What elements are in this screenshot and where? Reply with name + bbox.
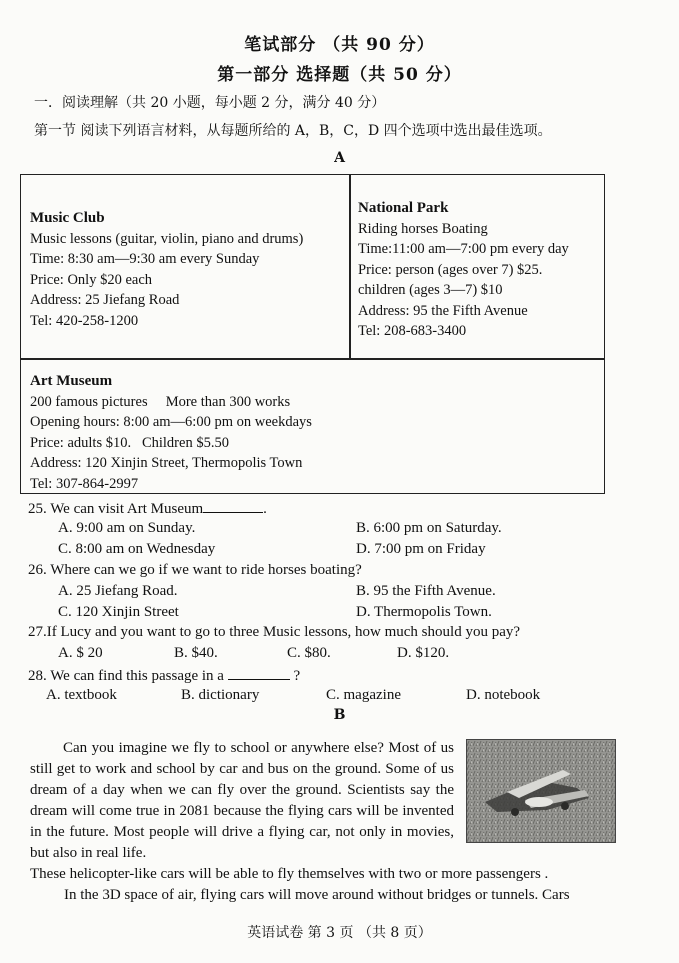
music-club-title: Music Club bbox=[30, 210, 105, 226]
option-a: A. textbook bbox=[46, 687, 117, 703]
art-line: Opening hours: 8:00 am—6:00 pm on weekdays bbox=[30, 414, 312, 430]
option-d: D. Thermopolis Town. bbox=[356, 604, 492, 620]
passage-a-label: A bbox=[334, 150, 345, 166]
music-line: Tel: 420-258-1200 bbox=[30, 312, 139, 329]
option-d: D. $120. bbox=[397, 645, 450, 661]
option-c: C. 8:00 am on Wednesday bbox=[58, 541, 216, 557]
music-line: Time: 8:30 am—9:30 am every Sunday bbox=[30, 251, 260, 267]
park-line: Price: person (ages over 7) $25. bbox=[358, 261, 543, 278]
park-line: Time:11:00 am—7:00 pm every day bbox=[358, 241, 569, 257]
art-line: 200 famous pictures More than 300 works bbox=[30, 393, 291, 410]
music-club-box bbox=[20, 174, 351, 360]
question-27: 27.If Lucy and you want to go to three Music lessons, how much should you pay? bbox=[28, 624, 521, 640]
stem-end: ? bbox=[293, 668, 301, 684]
question-stem: 25. We can visit Art Museum bbox=[28, 501, 204, 517]
stem-end: . bbox=[263, 501, 267, 517]
option-b: B. 95 the Fifth Avenue. bbox=[356, 583, 496, 599]
question-stem: 28. We can find this passage in a bbox=[28, 668, 224, 684]
park-line: Tel: 208-683-3400 bbox=[358, 323, 467, 339]
park-line: Address: 95 the Fifth Avenue bbox=[358, 302, 528, 319]
reading-section-heading: 一．阅读理解（共 20 小题，每小题 2 分，满分 40 分） bbox=[34, 95, 386, 111]
music-line: Price: Only $20 each bbox=[30, 271, 153, 288]
passage-b-line: These helicopter-like cars will be able to fly themselves with two or more passengers . bbox=[30, 866, 549, 882]
answer-blank bbox=[228, 666, 290, 680]
option-a: A. 25 Jiefang Road. bbox=[58, 583, 178, 599]
national-park-box bbox=[349, 174, 605, 360]
subsection-instruction: 第一节 阅读下列语言材料，从每题所给的 A，B，C，D 四个选项中选出最佳选项。 bbox=[34, 123, 552, 139]
option-a: A. 9:00 am on Sunday. bbox=[58, 520, 196, 536]
art-museum-title: Art Museum bbox=[30, 373, 113, 389]
part-one-title: 第一部分 选择题（共 50 分） bbox=[217, 65, 462, 85]
option-a: A. $ 20 bbox=[58, 645, 103, 661]
art-line: Price: adults $10. Children $5.50 bbox=[30, 434, 229, 451]
option-b: B. $40. bbox=[174, 645, 218, 661]
page-footer: 英语试卷 第 3 页 （共 8 页） bbox=[247, 925, 432, 941]
park-line: children (ages 3—7) $10 bbox=[358, 282, 503, 298]
park-line: Riding horses Boating bbox=[358, 220, 488, 237]
passage-b-paragraph-1: Can you imagine we fly to school or anywhere else? Most of us still get to work and school by car and bus on the ground. Some of us dream of a day when we can fly over the ground. Scientists say the dream will come true in 2081 because the flying cars will be invented in the future. Most people will drive a flying car, not only in movies, but also in real life. bbox=[30, 740, 454, 861]
music-line: Address: 25 Jiefang Road bbox=[30, 292, 180, 308]
written-part-title: 笔试部分 （共 90 分） bbox=[244, 35, 435, 55]
question-25 bbox=[28, 499, 267, 518]
art-line: Address: 120 Xinjin Street, Thermopolis Town bbox=[30, 455, 303, 471]
art-museum-box bbox=[20, 358, 605, 494]
option-c: C. magazine bbox=[326, 687, 401, 703]
option-c: C. $80. bbox=[287, 645, 331, 661]
flying-car-illustration bbox=[467, 740, 616, 843]
passage-b-paragraph-2: In the 3D space of air, flying cars will move around without bridges or tunnels. Cars bbox=[64, 887, 570, 903]
option-d: D. notebook bbox=[466, 687, 541, 703]
answer-blank bbox=[203, 499, 263, 513]
flying-car-photo bbox=[466, 739, 616, 843]
national-park-title: National Park bbox=[358, 200, 449, 216]
option-c: C. 120 Xinjin Street bbox=[58, 604, 179, 620]
option-b: B. 6:00 pm on Saturday. bbox=[356, 520, 502, 536]
music-line: Music lessons (guitar, violin, piano and drums) bbox=[30, 230, 304, 247]
option-d: D. 7:00 pm on Friday bbox=[356, 541, 486, 557]
question-26: 26. Where can we go if we want to ride horses boating? bbox=[28, 562, 362, 578]
passage-b-label: B bbox=[333, 707, 346, 723]
option-b: B. dictionary bbox=[181, 687, 260, 703]
question-28 bbox=[28, 666, 300, 685]
art-line: Tel: 307-864-2997 bbox=[30, 475, 139, 492]
